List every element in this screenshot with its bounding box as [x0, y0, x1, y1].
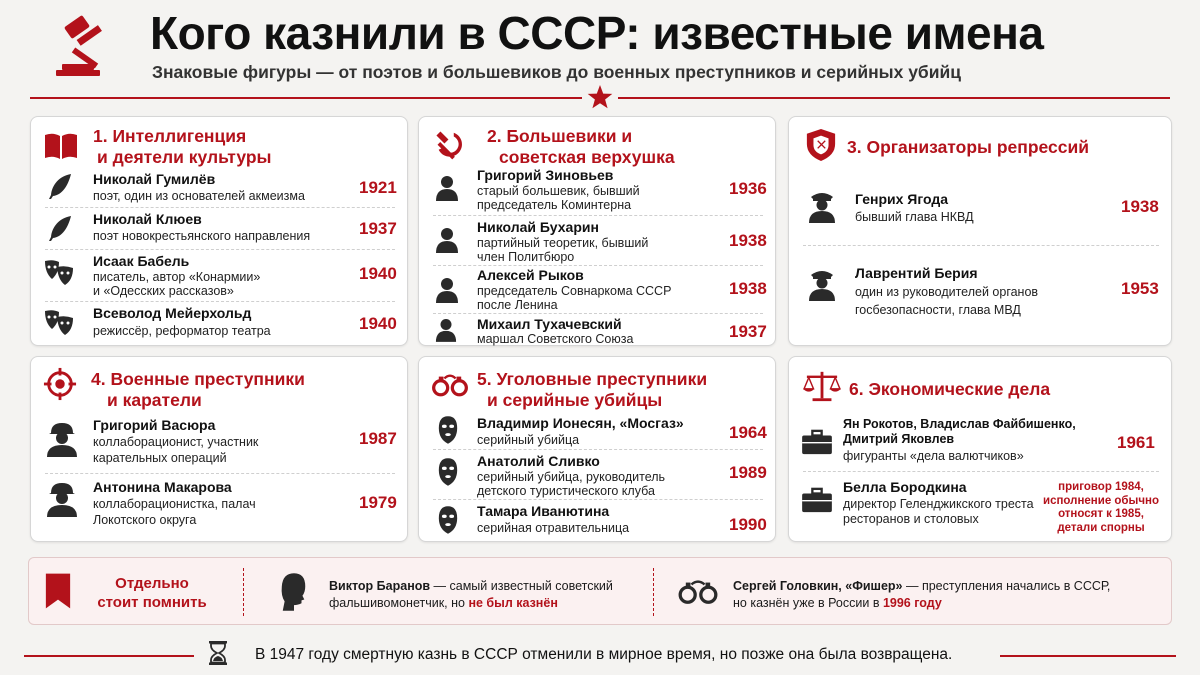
person-name: Алексей Рыков [477, 267, 584, 283]
person-desc: коллаборационист, участник [93, 435, 259, 449]
person-name: Тамара Иванютина [477, 503, 610, 519]
person-name: Белла Бородкина [843, 479, 967, 495]
theater-masks-icon [43, 257, 75, 287]
person-desc: серийный убийца [477, 433, 580, 447]
balaclava-icon [437, 505, 459, 535]
theater-masks-icon [43, 307, 75, 337]
person-name: Николай Гумилёв [93, 171, 216, 187]
execution-year: 1937 [729, 322, 767, 341]
notable-text: но казнён уже в России в [733, 596, 883, 610]
person-desc: поэт новокрестьянского направления [93, 229, 311, 243]
person-name: Григорий Зиновьев [477, 167, 614, 183]
officer-icon [807, 189, 837, 223]
balaclava-icon [437, 457, 459, 487]
person-name: Николай Бухарин [477, 219, 599, 235]
execution-year: 1989 [729, 463, 767, 482]
list-item [419, 167, 775, 217]
page-title: Кого казнили в СССР: известные имена [150, 7, 1044, 59]
card-title: 2. Большевики и [487, 126, 633, 146]
person-desc: фигуранты «дела валютчиков» [843, 449, 1024, 463]
list-item [789, 187, 1171, 227]
person-name: Николай Клюев [93, 211, 202, 227]
card-war-criminals [30, 356, 408, 542]
person-desc: один из руководителей органов [855, 285, 1039, 299]
person-name: Ян Рокотов, Владислав Файбишенко, [843, 417, 1076, 431]
person-name: Исаак Бабель [93, 253, 190, 269]
scales-icon [803, 369, 841, 403]
bookmark-icon [45, 570, 71, 612]
person-desc: коллаборационистка, палач [93, 497, 256, 511]
person-name: Антонина Макарова [93, 479, 232, 495]
page-subtitle: Знаковые фигуры — от поэтов и большевиков до военных преступников и серийных убийц [152, 62, 962, 82]
person-name: Виктор Баранов [329, 579, 431, 593]
notable-label-line: Отдельно [115, 575, 189, 592]
list-item [419, 503, 775, 539]
soldier-icon [45, 421, 79, 457]
header [0, 0, 1200, 110]
notable-text: фальшивомонетчик, но [329, 596, 469, 610]
footer-note: В 1947 году смертную казнь в СССР отменили в мирное время, но позже она была возвращена. [255, 646, 953, 663]
person-name: Владимир Ионесян, «Мосгаз» [477, 415, 684, 431]
person-desc: директор Геленджикского треста [843, 497, 1034, 511]
person-name: Анатолий Сливко [477, 453, 600, 469]
shield-icon [805, 127, 837, 163]
balaclava-icon [437, 415, 459, 445]
person-desc: госбезопасности, глава МВД [855, 303, 1021, 317]
execution-year: 1990 [729, 515, 767, 534]
person-name: Григорий Васюра [93, 417, 216, 433]
card-title: 1. Интеллигенция [93, 126, 247, 146]
person-desc: старый большевик, бывший [477, 184, 640, 198]
list-item [419, 413, 775, 453]
list-item [31, 477, 407, 533]
execution-year: 1938 [729, 279, 767, 298]
execution-year: 1964 [729, 423, 767, 442]
execution-year: 1938 [729, 231, 767, 250]
execution-year: 1921 [359, 178, 397, 197]
card-title: и деятели культуры [97, 147, 272, 167]
briefcase-icon [801, 429, 833, 455]
person-desc: председатель Коминтерна [477, 198, 632, 212]
notable-text: — самый известный советский [430, 579, 613, 593]
list-item [31, 211, 407, 251]
person-name: Лаврентий Берия [855, 265, 978, 281]
card-intelligentsia [30, 116, 408, 346]
card-title: и каратели [107, 390, 202, 410]
card-title: 4. Военные преступники [91, 369, 305, 389]
card-title: и серийные убийцы [487, 390, 663, 410]
card-economic-cases [788, 356, 1172, 542]
list-item [31, 253, 407, 301]
person-desc: Локотского округа [93, 513, 197, 527]
person-icon [435, 175, 459, 201]
person-desc: детского туристического клуба [477, 484, 655, 498]
card-bolsheviks [418, 116, 776, 346]
list-item [419, 269, 775, 315]
feather-icon [45, 171, 75, 201]
year-note-line: относят к 1985, [1058, 508, 1144, 520]
person-icon [435, 318, 457, 342]
card-title: 6. Экономические дела [849, 379, 1051, 399]
card-criminals [418, 356, 776, 542]
year-note-line: приговор 1984, [1058, 481, 1144, 493]
person-desc: серийная отравительница [477, 521, 630, 535]
list-item [419, 219, 775, 269]
feather-icon [45, 213, 75, 243]
execution-year: 1979 [359, 493, 397, 512]
card-title: 5. Уголовные преступники [477, 369, 708, 389]
person-name: Всеволод Мейерхольд [93, 305, 252, 321]
person-desc: после Ленина [477, 298, 558, 312]
profile-head-icon [279, 570, 309, 612]
hourglass-icon [208, 640, 228, 666]
person-desc: член Политбюро [477, 250, 575, 264]
person-desc: режиссёр, реформатор театра [93, 324, 271, 338]
execution-year: 1953 [1121, 279, 1159, 298]
person-desc: председатель Совнаркома СССР [477, 284, 672, 298]
card-title: 3. Организаторы репрессий [847, 137, 1090, 157]
handcuffs-icon [677, 576, 719, 606]
list-item [31, 305, 407, 345]
crosshair-icon [43, 367, 77, 401]
person-desc: маршал Советского Союза [477, 332, 634, 346]
notable-item [733, 578, 1153, 612]
list-item [31, 169, 407, 209]
officer-icon [807, 267, 837, 301]
divider [24, 655, 194, 657]
execution-year: 1987 [359, 429, 397, 448]
person-desc: и «Одесских рассказов» [93, 284, 234, 298]
execution-year: 1937 [359, 219, 397, 238]
list-item [419, 316, 775, 346]
list-item [419, 451, 775, 499]
hammer-sickle-icon [433, 129, 467, 163]
notable-label [97, 574, 207, 612]
person-desc: ресторанов и столовых [843, 512, 979, 526]
divider [30, 97, 582, 99]
notable-highlight: 1996 году [882, 596, 942, 610]
person-desc: писатель, автор «Конармии» [93, 270, 261, 284]
notable-item [329, 578, 649, 612]
execution-year: 1938 [1121, 197, 1159, 216]
execution-year: 1940 [359, 314, 397, 333]
execution-year: 1961 [1117, 433, 1155, 452]
list-item [789, 479, 1171, 539]
person-desc: поэт, один из основателей акмеизма [93, 189, 305, 203]
person-desc: бывший глава НКВД [855, 210, 974, 224]
year-note [1043, 481, 1159, 535]
notable-text: — преступления начались в СССР, [902, 579, 1111, 593]
person-desc: карательных операций [93, 451, 227, 465]
person-name: Михаил Тухачевский [477, 316, 622, 332]
notable-highlight: не был казнён [468, 596, 558, 610]
person-desc: партийный теоретик, бывший [477, 236, 649, 250]
divider [1000, 655, 1176, 657]
notable-label-line: стоит помнить [97, 594, 207, 611]
person-icon [435, 227, 459, 253]
person-icon [435, 277, 459, 303]
list-item [789, 417, 1171, 467]
card-title: советская верхушка [499, 147, 675, 167]
notable-mentions [28, 557, 1172, 625]
execution-year: 1940 [359, 264, 397, 283]
card-repression-organizers [788, 116, 1172, 346]
soldier-icon [45, 481, 79, 517]
list-item [789, 263, 1171, 323]
book-icon [43, 131, 79, 161]
person-desc: серийный убийца, руководитель [477, 470, 666, 484]
star-icon [586, 83, 614, 111]
person-name: Дмитрий Яковлев [843, 432, 955, 446]
list-item [31, 415, 407, 471]
person-name: Сергей Головкин, «Фишер» [733, 579, 903, 593]
execution-year: 1936 [729, 179, 767, 198]
year-note-line: детали спорны [1057, 521, 1145, 534]
gavel-icon [52, 14, 122, 84]
handcuffs-icon [431, 371, 469, 399]
person-name: Генрих Ягода [855, 191, 949, 207]
divider [618, 97, 1170, 99]
briefcase-icon [801, 487, 833, 513]
year-note-line: исполнение обычно [1043, 494, 1159, 507]
